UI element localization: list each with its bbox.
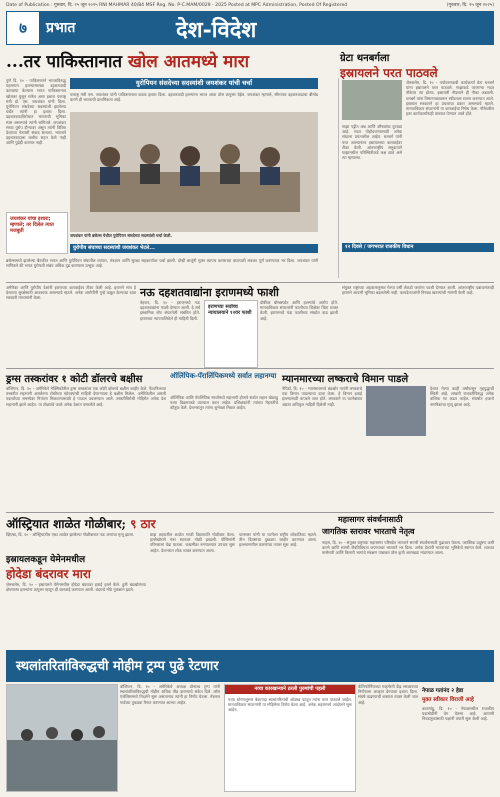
olympic-headline: ऑलिंपिक-पॅरालिंपिकमध्ये सर्वात लहानग्या bbox=[170, 371, 277, 380]
banner-box-title: नव्या कारखान्याने ठरली पुरुषांची पहली bbox=[225, 685, 355, 694]
column-divider bbox=[338, 78, 339, 278]
lead-subhead: युरोपीय संघाच्या सदस्यांशी जयशंकर भेटले... bbox=[70, 244, 318, 253]
banner-right-text: काठमांडू, दि. १० - नेपाळमधील राजकीय घडामोडींनी वेग घेतला आहे. आगामी निवडणुकांसाठी पक्षांनी तयारी सुरू केली आहे. bbox=[422, 706, 494, 722]
myanmar-text-2: देशात गेल्या काही वर्षांपासून गृहयुद्धाची स्थिती आहे. लष्करी राजवटीविरुद्ध अनेक वांशिक गट लढत आहेत. संघर्षात हजारो नागरिकांचा मृत्यू झाला आहे. bbox=[430, 386, 494, 407]
iran-text-2: दोषींवर बॉम्बस्फोट आणि हल्ल्यांचे आरोप होते. मानवाधिकार संघटनांनी फाशीच्या शिक्षेवर चिंता व्यक्त केली. इराणमध्ये यंदा फाशीच्या संख्येत वाढ झाली आहे. bbox=[260, 300, 338, 321]
banner-headline: स्थलांतरितांविरुद्धची मोहीम ट्रम्प पुढे रेटणार bbox=[16, 659, 219, 674]
divider bbox=[6, 282, 494, 283]
right-col-text: जेरुसलेम, दि. १० - पर्यावरणवादी कार्यकर्त्या ग्रेटा थनबर्ग यांना इस्रायलने परत पाठवले. गाझाकडे जाणाऱ्या मदत नौकेवर त्या होत्या. इस्रायली नौदलाने ही नौका अडवली. थनबर्ग यांना विमानतळावरून स्वीडनला रवाना करण्यात आले. इस्रायल सरकारने हा प्रचाराचा प्रकार असल्याचे म्हटले. मानवाधिकार संघटनांनी या कारवाईचा निषेध केला. नौकेवरील इतर कार्यकर्त्यांनाही ताब्यात घेण्यात आले होते. bbox=[406, 80, 494, 117]
right-col-text-2: गाझा पट्टीत अन्न आणि औषधांचा तुटवडा आहे. मदत पोहोचवण्यासाठी अनेक संघटना प्रयत्नशील आहेत. थनबर्ग यांनी परत आल्यानंतर इस्रायलच्या कारवाईवर टीका केली. आंतरराष्ट्रीय समुदायाने गाझामधील परिस्थितीकडे लक्ष द्यावे असे त्या म्हणाल्या. bbox=[342, 124, 402, 161]
myanmar-headline: म्यानमारच्या लष्कराचे विमान पाडले bbox=[282, 374, 409, 385]
iran-text-3: संयुक्त राष्ट्रांच्या अहवालानुसार गेल्या वर्षी शेकडो जणांना फाशी देण्यात आली. आंतरराष्ट्रीय दबावानंतरही इराणने आपली भूमिका बदललेली नाही. कायदेतज्ज्ञांनी निष्पक्ष खटल्यांची मागणी केली आहे. bbox=[342, 285, 494, 296]
un-text: नाइस, दि. १० - संयुक्त राष्ट्रांच्या महासागर परिषदेत भारताने सागरी संवर्धनासाठी पुढाकार घेतला. प्लास्टिक प्रदूषण कमी करणे आणि सागरी जैवविविधता जपण्यावर भारताने भर दिला. अनेक देशांनी भारताच्या भूमिकेचे स्वागत केले. शाश्वत मासेमारी आणि किनारी भागांचे संरक्षण याबाबत ठोस कृती आराखडा मांडण्यात आला. bbox=[322, 540, 494, 556]
lead-headline bbox=[6, 49, 336, 75]
page-number: ७ bbox=[6, 11, 40, 45]
iran-box bbox=[204, 300, 258, 368]
banner-strip bbox=[6, 650, 494, 682]
thunberg-photo bbox=[342, 80, 402, 120]
myanmar-text: नेपिडॉ, दि. १० - म्यानमारमध्ये बंडखोर गटांनी लष्कराचे एक विमान पाडल्याचा दावा केला. हे विमान हवाई हल्ल्यासाठी वापरले जात होते. लष्कराने या घटनेबाबत अद्याप अधिकृत माहिती दिलेली नाही. bbox=[282, 386, 362, 407]
iran-box-title: इराणच्या सर्वोच्च न्यायालयाने १२वर फाशी bbox=[208, 304, 252, 316]
lead-col-1: पुणे दि. १० - पाकिस्तानने भारताविरुद्ध पहलगाम हल्ल्यासारखा दहशतवादी कारवाया केल्यास भारत पाकिस्तानात खोलवर घुसून मारेल असा इशारा परराष्ट्र मंत्री डॉ. एस. जयशंकर यांनी दिला. युरोपियन संसदेच्या सदस्यांशी झालेल्या चर्चेत त्यांनी हा इशारा दिला. दहशतवादाविरोधात भारताची भूमिका स्पष्ट असल्याचे त्यांनी सांगितले. जयशंकर सध्या युरोप दौऱ्यावर असून त्यांनी विविध देशांच्या नेत्यांशी संवाद साधला. भारताने दहशतवादाला कधीच सहन केले नाही आणि पुढेही करणार नाही. bbox=[6, 78, 66, 146]
banner-right-kicker: नेपाळ गतांनंद २ हेडा bbox=[422, 688, 464, 694]
olympic-text: ऑलिंपिक आणि पॅरालिंपिक स्पर्धांमध्ये सहभागी होणारे सर्वात लहान खेळाडू नव्या विक्रमाकडे वाटचाल करत आहेत. प्रशिक्षकांनी त्यांच्या मेहनतीचे कौतुक केले. देशभरातून त्यांना शुभेच्छा मिळत आहेत. bbox=[170, 395, 278, 411]
banner-text-1: वॉशिंग्टन, दि. १० - अमेरिकेचे अध्यक्ष डोनाल्ड ट्रम्प यांनी स्थलांतरितांविरुद्धची मोहीम अधिक तीव्र करण्याचे संकेत दिले. लॉस एंजेलिसमध्ये निदर्शने सुरू असतानाच त्यांनी हा निर्णय घेतला. नॅशनल गार्डच्या तुकड्या तैनात करण्यात आल्या आहेत. bbox=[120, 684, 220, 705]
banner-box-text: नव्या धोरणानुसार बेकायदा स्थलांतरितांची ओळख पटवून त्यांना परत पाठवले जाईल. मानवाधिकार संघटनांनी या मोहिमेला विरोध केला आहे. अनेक शहरांमध्ये आंदोलने सुरू आहेत. bbox=[228, 697, 352, 713]
lead-headline-prefix: ...तर पाकिस्तानात bbox=[6, 52, 123, 72]
banner-photo-area bbox=[6, 684, 118, 792]
austria-text-1: ग्राझ शहरातील शाळेत माजी विद्यार्थ्याने गोळीबार केला. हल्लेखोराने नंतर स्वतःवर गोळी झाडली. पोलिसांनी परिसराला वेढा घातला. जखमींवर रुग्णालयात उपचार सुरू आहेत. देशभरात शोक व्यक्त करण्यात आला. bbox=[150, 532, 235, 553]
drug-headline: ड्रग्स तस्करांवर १ कोटी डॉलरचे बक्षीस bbox=[6, 374, 143, 385]
lead-continuation: ब्रसेल्समध्ये झालेल्या बैठकीत भारत आणि युरोपियन संघातील व्यापार, तंत्रज्ञान आणि सुरक्षा सहकार्यावर चर्चा झाली. दोन्ही बाजूंनी मुक्त व्यापार कराराच्या वाटाघाटी लवकर पूर्ण करण्यावर भर दिला. जयशंकर यांनी सांगितले की भारत युरोपशी संबंध अधिक दृढ करण्यास उत्सुक आहे. bbox=[6, 258, 318, 269]
austria-text-2: चान्सलर यांनी या घटनेला राष्ट्रीय शोकांतिका म्हटले. तीन दिवसांचा दुखवटा जाहीर करण्यात आला. हल्ल्यामागील कारणांचा तपास सुरू आहे. bbox=[239, 532, 317, 548]
divider bbox=[6, 368, 494, 369]
dateline-left: Date of Publication : गुरुवार, दि. २५ जून २०२५ RNI MAHMAR 40/84 MSF Reg. No. P-C.MAM/0029 - 2025 Posted at MPC Administration, Posted Of Registered bbox=[6, 3, 348, 8]
iran-text-1: तेहरान, दि. १० - इराणमध्ये नऊ दहशतवाद्यांना फाशी देण्यात आली. हे सर्व इस्लामिक स्टेट संघटनेशी संबंधित होते. इराणच्या न्यायपालिकेने ही माहिती दिली. bbox=[140, 300, 200, 321]
yemen-kicker: इस्रायलकडून येमेनमधील bbox=[6, 555, 86, 565]
dateline-right: (गुरुवार, दि. २५ जून २०२५) bbox=[446, 3, 494, 8]
drug-text: वॉशिंग्टन, दि. १० - अमेरिकेने मेक्सिकोतील ड्रग्स तस्करांवर एक कोटी डॉलरचे बक्षीस जाहीर केले. फेंटानिलच्या तस्करीत सहभागी असलेल्या टोळीच्या म्होरक्यांची माहिती देणाऱ्याला हे बक्षीस मिळेल. अमेरिकेतील अमली पदार्थांच्या समस्येवर नियंत्रण मिळवण्यासाठी हे पाऊल उचलण्यात आले. तस्करीविरोधी मोहिमेत अनेक देश सहभागी झाले आहेत. या टोळ्यांचे जाळे अनेक देशांत पसरलेले आहे. bbox=[6, 386, 166, 407]
crowd-photo-icon bbox=[7, 685, 117, 791]
dateline bbox=[6, 2, 494, 10]
myanmar-photo bbox=[366, 386, 426, 436]
austria-headline-prefix: ऑस्ट्रियात शाळेत गोळीबार; bbox=[6, 517, 126, 531]
right-kicker: ग्रेटा थनबर्गला bbox=[340, 53, 390, 64]
austria-headline-suffix: ९ ठार bbox=[130, 517, 156, 531]
right-tag: १२ दिवसे / जगभरात राजकीय विधान bbox=[342, 243, 494, 252]
yemen-headline: होदेडा बंदरावर मारा bbox=[6, 567, 91, 581]
un-headline: जागतिक स्तरावर भारताचे नेतृत्व bbox=[322, 526, 415, 536]
quote-box bbox=[6, 212, 68, 254]
section-title: देश-विदेश bbox=[176, 17, 257, 43]
lead-headline-suffix: खोल आतमध्ये मारा bbox=[128, 52, 250, 72]
brand-logo: प्रभात bbox=[46, 20, 76, 36]
lead-strap: युरोपियन संसदेच्या सदस्यांशी जयशंकर यांची चर्चा bbox=[70, 78, 318, 89]
un-kicker: महासागर संवर्धनासाठी bbox=[338, 514, 403, 524]
right-headline: इस्रायलने परत पाठवले bbox=[340, 66, 438, 80]
yemen-text: जेरुसलेम, दि. १० - इस्रायलने येमेनमधील होदेडा बंदरावर हवाई हल्ले केले. हुती बंडखोरांच्या क्षेपणास्त्र हल्ल्यांना प्रत्युत्तर म्हणून ही कारवाई करण्यात आली. बंदराचे मोठे नुकसान झाले. bbox=[6, 582, 146, 593]
iran-left-text: अमेरिका आणि युरोपीय देशांनी इराणच्या कारवाईवर टीका केली आहे. इराणने मात्र हे देशाच्या सुरक्षेसाठी आवश्यक असल्याचे म्हटले. अनेक आरोपींनी गुन्हे कबूल केल्याचा दावा सरकारी माध्यमांनी केला. bbox=[6, 285, 136, 301]
meeting-photo-icon bbox=[70, 112, 318, 232]
banner-right-headline: मुक्त स्वीकार विराजी आहे bbox=[422, 697, 474, 703]
divider bbox=[6, 512, 494, 513]
banner-text-2: कॅलिफोर्नियाच्या गव्हर्नरनी केंद्र सरकारच्या निर्णयाला आव्हान देण्याचा इशारा दिला. संघर्ष वाढण्याची शक्यता व्यक्त केली जात आहे. bbox=[358, 684, 418, 705]
austria-intro: व्हिएन्ना, दि. १० - ऑस्ट्रियातील एका शाळेत झालेल्या गोळीबारात नऊ जणांचा मृत्यू झाला. bbox=[6, 532, 135, 537]
austria-headline bbox=[6, 515, 156, 532]
iran-headline: नऊ दहशतवाद्यांना इराणमध्ये फाशी bbox=[140, 286, 279, 299]
lead-photo bbox=[70, 112, 318, 232]
lead-photo-caption: जयशंकर यांनी ब्रसेल्स येथील युरोपियन संसदेच्या सदस्यांशी चर्चा केली. bbox=[70, 233, 172, 238]
quote-text: जयशंकर यांचा इशारा; म्हणाले; तर दिलेल त्यात मजबुती bbox=[10, 216, 54, 234]
masthead bbox=[6, 11, 494, 45]
lead-intro: परराष्ट्र मंत्री एस. जयशंकर यांनी पाकिस्तानला कडक इशारा दिला. दहशतवादी हल्ल्यांना भारत आता ठोस प्रत्युत्तर देईल. जयशंकर म्हणाले, सीमापार दहशतवादाचा बीमोड करणे ही भारताची प्राथमिकता आहे. bbox=[70, 92, 318, 103]
banner-box bbox=[224, 684, 356, 792]
